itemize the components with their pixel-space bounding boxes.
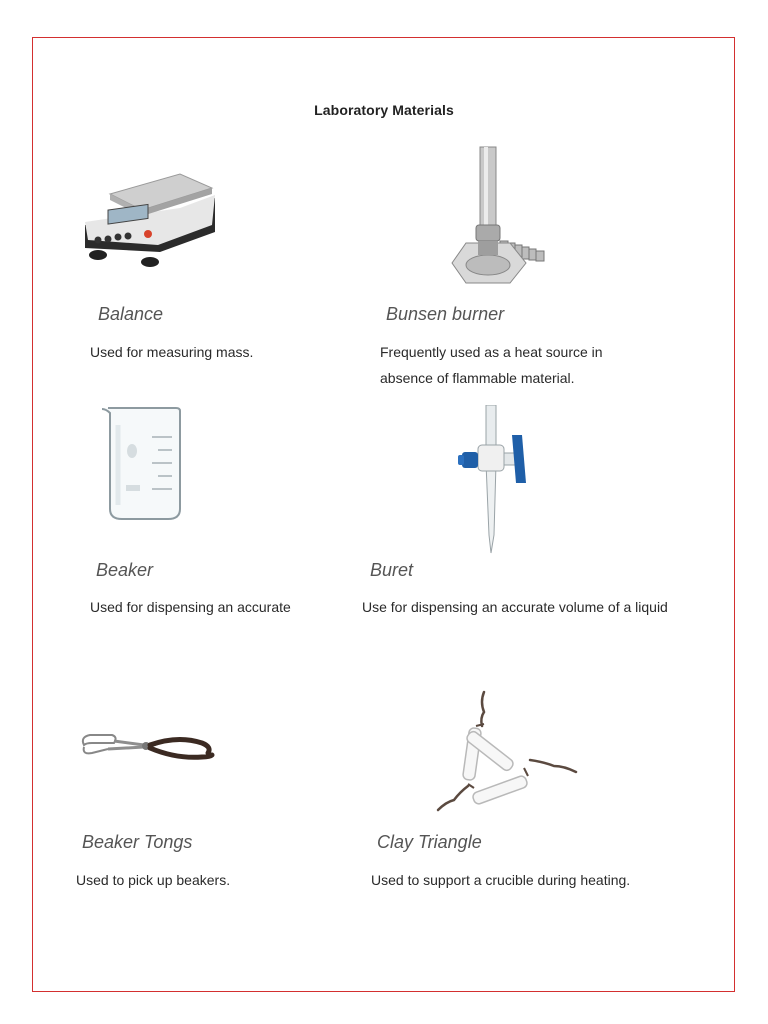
item-name-buret: Buret — [370, 560, 414, 580]
balance-icon — [80, 170, 220, 270]
item-name-clay-triangle: Clay Triangle — [377, 832, 482, 852]
item-description-bunsen-burner — [380, 339, 603, 391]
description-line: Frequently used as a heat source in — [380, 344, 603, 360]
description-line: Used to support a crucible during heating. — [371, 872, 631, 888]
item-name-beaker-tongs: Beaker Tongs — [82, 832, 193, 852]
description-line: Used for dispensing an accurate — [90, 599, 291, 615]
beaker-icon — [98, 405, 188, 523]
item-description-beaker-tongs — [76, 867, 230, 893]
item-name-balance: Balance — [98, 304, 164, 324]
item-description-buret — [362, 594, 668, 620]
item-description-beaker — [90, 594, 291, 620]
description-line: Use for dispensing an accurate volume of a liquid — [362, 599, 668, 615]
item-name-beaker: Beaker — [96, 560, 154, 580]
page-title: Laboratory Materials — [314, 102, 454, 118]
item-description-balance — [90, 339, 253, 365]
bunsen-burner-icon — [438, 145, 558, 285]
description-line: Used to pick up beakers. — [76, 872, 231, 888]
clay-triangle-icon — [432, 688, 582, 818]
buret-icon — [456, 405, 536, 555]
item-name-bunsen-burner: Bunsen burner — [386, 304, 505, 324]
description-line: absence of flammable material. — [380, 370, 575, 386]
description-line: Used for measuring mass. — [90, 344, 254, 360]
beaker-tongs-icon — [78, 725, 218, 770]
item-description-clay-triangle — [371, 867, 630, 893]
